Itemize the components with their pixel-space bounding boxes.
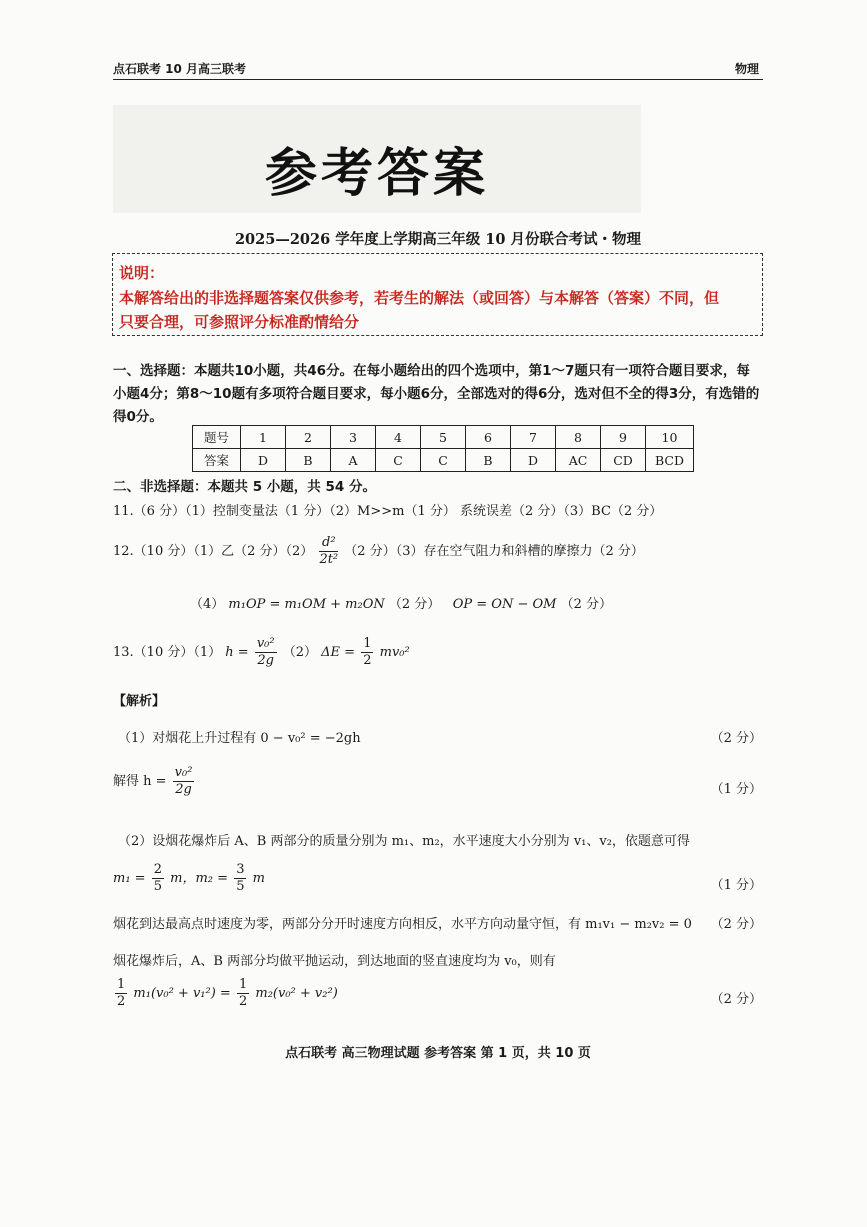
q12-part4-label: （4） <box>190 597 225 612</box>
analysis-line-7-score: （2 分） <box>710 992 762 1007</box>
note-heading: 说明： <box>119 264 165 282</box>
analysis-heading: 【解析】 <box>113 694 166 709</box>
analysis-l4-frac-2 <box>234 862 246 895</box>
q12-score-1: （2 分） <box>388 597 441 612</box>
q12-position-equation: OP = ON − OM <box>452 597 557 612</box>
question-number: 9 <box>601 426 646 449</box>
analysis-l4-mid: m，m₂ = <box>170 871 229 886</box>
q13-part2: （2） <box>282 645 318 660</box>
analysis-l7-n: 1 <box>117 977 126 992</box>
analysis-line-1: （1）对烟花上升过程有 0 − v₀² = −2gh <box>118 731 361 746</box>
analysis-l4-d2: 5 <box>236 879 245 894</box>
page-footer: 点石联考 高三物理试题 参考答案 第 1 页，共 10 页 <box>285 1046 591 1061</box>
q12-momentum-equation: m₁OP = m₁OM + m₂ON <box>228 597 385 612</box>
question-13-answer <box>113 636 410 669</box>
analysis-l4-n1: 2 <box>153 862 162 877</box>
question-number: 7 <box>511 426 556 449</box>
q13-e-fraction <box>361 636 373 669</box>
q13-intro: 13.（10 分）（1） <box>113 645 222 660</box>
analysis-l2-prefix: 解得 h = <box>113 774 167 789</box>
analysis-l4-end: m <box>252 871 265 886</box>
section-1-instructions <box>113 360 765 429</box>
analysis-l7-frac-1 <box>115 977 127 1010</box>
analysis-line-5: 烟花到达最高点时速度为零，两部分分开时速度方向相反，水平方向动量守恒，有 m₁v₁ − m₂v₂ = 0 <box>113 917 692 932</box>
answer-cell: C <box>376 449 421 472</box>
section-2-heading: 二、非选择题：本题共 5 小题，共 54 分。 <box>113 479 376 495</box>
q13-h-lhs: h = <box>225 645 249 660</box>
page-header-left: 点石联考 10 月高三联考 <box>113 62 247 76</box>
analysis-l4-frac-1 <box>152 862 164 895</box>
q13-e-lhs: ΔE = <box>321 645 356 660</box>
q13-e-den: 2 <box>363 653 372 668</box>
analysis-line-5-score: （2 分） <box>710 917 762 932</box>
analysis-line-7 <box>113 977 338 1010</box>
question-12-part4 <box>190 593 612 612</box>
q13-h-fraction <box>255 636 277 669</box>
section-1-line-2: 小题4分；第8～10题有多项符合题目要求，每小题6分，全部选对的得6分，选对但不全的得3分，有选错的 <box>113 386 760 402</box>
answer-cell: B <box>286 449 331 472</box>
answer-cell: A <box>331 449 376 472</box>
q12-fraction <box>319 535 338 568</box>
answer-cell: CD <box>601 449 646 472</box>
analysis-l7-n2: 1 <box>238 977 248 992</box>
answer-cell: D <box>511 449 556 472</box>
answer-cell: AC <box>556 449 601 472</box>
q13-h-num: v₀² <box>256 636 275 651</box>
q12-frac-den: 2t² <box>319 552 339 567</box>
note-line-1: 本解答给出的非选择题答案仅供参考，若考生的解法（或回答）与本解答（答案）不同，但 <box>119 289 720 307</box>
question-number: 6 <box>466 426 511 449</box>
analysis-line-6: 烟花爆炸后，A、B 两部分均做平抛运动，到达地面的竖直速度均为 v₀，则有 <box>113 954 556 969</box>
analysis-l2-num: v₀² <box>174 765 193 780</box>
answer-cell: BCD <box>646 449 694 472</box>
analysis-l2-den: 2g <box>175 782 192 797</box>
answer-table-answer-row <box>193 449 694 472</box>
q13-e-rhs: mv₀² <box>379 645 410 660</box>
analysis-l7-d2: 2 <box>238 994 248 1009</box>
q12-frac-num: d² <box>319 535 338 552</box>
analysis-line-4 <box>113 862 265 895</box>
section-1-line-1: 一、选择题：本题共10小题，共46分。在每小题给出的四个选项中，第1～7题只有一项符合题目要求，每 <box>113 363 750 379</box>
header-rule <box>113 79 763 80</box>
row-label-number: 题号 <box>193 426 241 449</box>
analysis-l7-frac-2 <box>237 977 249 1010</box>
question-number: 5 <box>421 426 466 449</box>
answer-cell: B <box>466 449 511 472</box>
question-number: 3 <box>331 426 376 449</box>
question-number: 2 <box>286 426 331 449</box>
q12-part1: 12.（10 分）（1）乙（2 分）（2） <box>113 544 314 559</box>
q12-part2: （2 分）（3）存在空气阻力和斜槽的摩擦力（2 分） <box>344 544 644 559</box>
answer-table-number-row <box>193 426 694 449</box>
analysis-l2-fraction <box>173 765 195 798</box>
analysis-line-3: （2）设烟花爆炸后 A、B 两部分的质量分别为 m₁、m₂，水平速度大小分别为 v₁、v₂，依题意可得 <box>118 834 690 849</box>
analysis-line-2 <box>113 765 196 798</box>
note-box <box>112 253 763 336</box>
analysis-l7-a: m₁(v₀² + v₁²) = <box>133 986 231 1001</box>
analysis-l7-b: m₂(v₀² + v₂²) <box>255 986 338 1001</box>
analysis-l4-d1: 5 <box>153 879 162 894</box>
row-label-answer: 答案 <box>193 449 241 472</box>
answer-cell: C <box>421 449 466 472</box>
title-banner <box>113 105 641 213</box>
analysis-l4-m1: m₁ = <box>113 871 146 886</box>
q13-e-num: 1 <box>363 636 372 651</box>
analysis-l4-n2: 3 <box>236 862 245 877</box>
analysis-line-4-score: （1 分） <box>710 878 762 893</box>
exam-subtitle: 2025—2026 学年度上学期高三年级 10 月份联合考试・物理 <box>234 231 642 248</box>
answer-table <box>192 425 694 472</box>
analysis-line-2-score: （1 分） <box>710 782 762 797</box>
q13-h-den: 2g <box>257 653 274 668</box>
q12-score-2: （2 分） <box>560 597 612 612</box>
question-number: 1 <box>241 426 286 449</box>
question-number: 4 <box>376 426 421 449</box>
answer-cell: D <box>241 449 286 472</box>
question-number: 8 <box>556 426 601 449</box>
question-11-answer: 11.（6 分）（1）控制变量法（1 分）（2）M>>m（1 分） 系统误差（2 分）（3）BC（2 分） <box>113 504 663 519</box>
page-title: 参考答案 <box>264 143 489 204</box>
note-line-2: 只要合理，可参照评分标准酌情给分 <box>119 313 360 331</box>
question-number: 10 <box>646 426 694 449</box>
page-header-right: 物理 <box>735 62 760 76</box>
analysis-l7-d: 2 <box>117 994 126 1009</box>
analysis-line-1-score: （2 分） <box>710 731 762 746</box>
section-1-line-3: 得0分。 <box>113 409 163 425</box>
question-12-answer <box>113 535 644 568</box>
